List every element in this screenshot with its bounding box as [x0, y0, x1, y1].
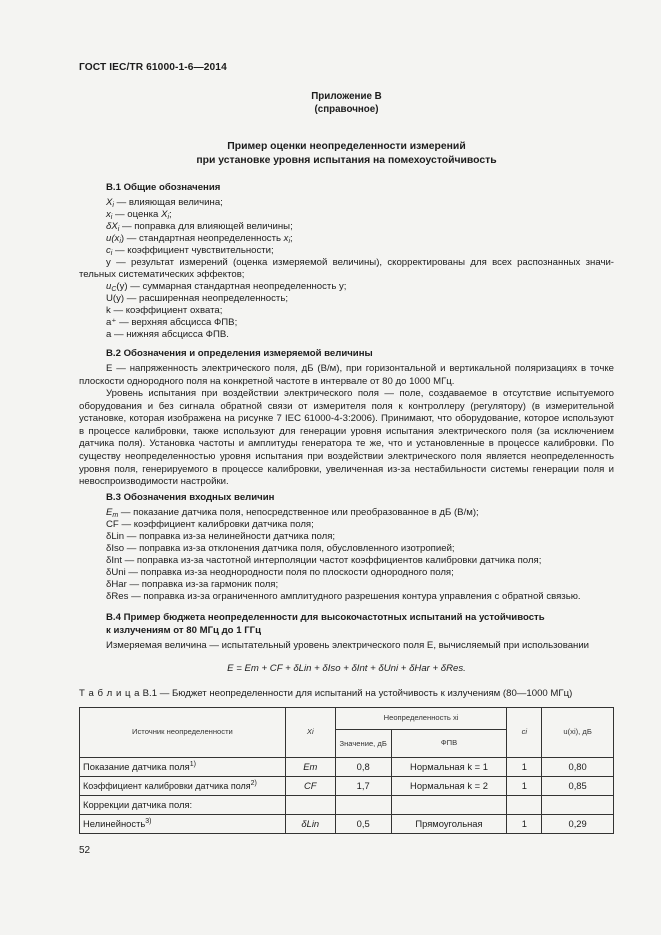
row-source: Показание датчика поля$^{1)}$: [80, 758, 286, 777]
page-number: 52: [79, 845, 91, 856]
b1-item-xi-lower: $x_i$ — оценка $X_i$;: [106, 209, 172, 221]
row-u: 0,29: [542, 815, 614, 834]
row-source: Коэффициент калибровки датчика поля$^{2)}$: [80, 777, 286, 796]
table-row: [80, 815, 614, 834]
b1-item-ci: $c_i$ — коэффициент чувствительности;: [106, 245, 274, 257]
b1-item-uc: $u_C(y)$ — суммарная стандартная неопределенность y;: [106, 281, 347, 293]
b3-item-uni: δUni — поправка из-за неоднородности поля по плоскости однородного поля;: [106, 567, 454, 578]
section-b2-heading: В.2 Обозначения и определения измеряемой величины: [106, 348, 373, 359]
row-u: [542, 796, 614, 815]
table-row: [80, 758, 614, 777]
row-value: 0,8: [335, 758, 391, 777]
measurement-formula: E = Em + CF + δLin + δIso + δInt + δUni + δHar + δRes.: [227, 663, 466, 674]
b3-item-iso: δIso — поправка из-за отклонения датчика поля, обусловленного изотропией;: [106, 543, 455, 554]
row-pdf: Прямоугольная: [391, 815, 507, 834]
section-b4-heading-line1: В.4 Пример бюджета неопределенности для высокочастотных испытаний на устойчивость: [106, 612, 545, 623]
header-uncertainty: Неопределенность xi: [335, 708, 507, 730]
header-ci: ci: [507, 708, 542, 758]
b1-item-u-xi: $u(x_i)$ — стандартная неопределенность $x_i$;: [106, 233, 293, 245]
section-b1-heading: В.1 Общие обозначения: [106, 182, 221, 193]
row-pdf: Нормальная k = 2: [391, 777, 507, 796]
table-row: [80, 777, 614, 796]
b1-item-k: k — коэффициент охвата;: [106, 305, 223, 316]
section-b4-heading-line2: к излучениям от 80 МГц до 1 ГГц: [106, 625, 261, 636]
header-pdf: ФПВ: [391, 730, 507, 758]
document-title-line1: Пример оценки неопределенности измерений: [227, 141, 466, 152]
table-row: [80, 796, 614, 815]
b3-item-har: δHar — поправка из-за гармоник поля;: [106, 579, 279, 590]
b2-paragraph-2: Уровень испытания при воздействии электрического поля — поле, создаваемое в отсутствие испытуемого оборудования и без сигнала обратной связи от измерителя поля к контроллеру (регулятору) (в измерительной установке, которая изображена на рисунке 7 IEC 61000-4-3:2006). Принимают, что оборудование, которое используют в процессе калибровки, также используют для генерации уровня испытания электрического поля (за исключением датчика поля). Установка частоты и амплитуды генератора те же, что и установленные в процессе калибровки. По существу неопределенностью уровня испытания при воздействии электрического поля является неопределенность уровня поля, генерируемого в процессе калибровки, увеличенная из-за нестабильности системы генерации поля и невоспроизводимости настройки.: [79, 388, 614, 488]
b1-item-U: U(y) — расширенная неопределенность;: [106, 293, 288, 304]
standard-code: ГОСТ IEC/TR 61000-1-6—2014: [79, 62, 227, 73]
row-value: [335, 796, 391, 815]
row-xi: δLin: [285, 815, 335, 834]
row-source: Нелинейность$^{3)}$: [80, 815, 286, 834]
header-source: Источник неопределенности: [80, 708, 286, 758]
b1-item-a-minus: a — нижняя абсцисса ФПВ.: [106, 329, 229, 340]
row-ci: 1: [507, 758, 542, 777]
b1-item-xi-upper: $X_i$ — влияющая величина;: [106, 197, 223, 209]
b3-item-em: $E_m$ — показание датчика поля, непосредственное или преобразованное в дБ (В/м);: [106, 507, 479, 519]
document-title-line2: при установке уровня испытания на помехоустойчивость: [196, 155, 497, 166]
b1-item-a-plus: a⁺ — верхняя абсцисса ФПВ;: [106, 317, 238, 328]
row-pdf: [391, 796, 507, 815]
header-value: Значение, дБ: [335, 730, 391, 758]
row-xi: [285, 796, 335, 815]
row-value: 0,5: [335, 815, 391, 834]
b1-item-y-line1: y — результат измерений (оценка измеряемой величины), скорректированы для всех распознанных значи-: [106, 257, 614, 268]
b3-item-int: δInt — поправка из-за частотной интерполяции частот коэффициентов калибровки датчика поля;: [106, 555, 542, 566]
table-caption: Т а б л и ц а В.1 — Бюджет неопределенности для испытаний на устойчивость к излучениям (80—1000 МГц): [79, 688, 573, 699]
section-b3-heading: В.3 Обозначения входных величин: [106, 492, 275, 503]
annex-title: Приложение В: [311, 91, 382, 102]
b1-item-delta-xi: $\delta X_i$ — поправка для влияющей величины;: [106, 221, 293, 233]
b1-item-y-line2: тельных систематических эффектов;: [79, 269, 245, 280]
b3-item-res: δRes — поправка из-за ограниченного амплитудного разрешения контура управления с обратной связью.: [106, 591, 581, 602]
row-xi: Em: [285, 758, 335, 777]
row-ci: [507, 796, 542, 815]
row-xi: CF: [285, 777, 335, 796]
row-u: 0,80: [542, 758, 614, 777]
row-u: 0,85: [542, 777, 614, 796]
row-source: Коррекции датчика поля:: [80, 796, 286, 815]
b2-paragraph-1: E — напряженность электрического поля, дБ (В/м), при горизонтальной и вертикальной поляризациях в точке плоскости однородного поля на конкретной частоте в интервале от 80 до 1000 МГц.: [79, 363, 614, 387]
row-ci: 1: [507, 777, 542, 796]
uncertainty-budget-table: [79, 707, 614, 834]
row-pdf: Нормальная k = 1: [391, 758, 507, 777]
header-xi: Xi: [285, 708, 335, 758]
header-uxi: u(xi), дБ: [542, 708, 614, 758]
annex-subtitle: (справочное): [314, 104, 379, 115]
b3-item-cf: CF — коэффициент калибровки датчика поля;: [106, 519, 314, 530]
b3-item-lin: δLin — поправка из-за нелинейности датчика поля;: [106, 531, 336, 542]
row-ci: 1: [507, 815, 542, 834]
row-value: 1,7: [335, 777, 391, 796]
b4-paragraph: Измеряемая величина — испытательный уровень электрического поля E, вычисляемый при использовании: [106, 640, 590, 651]
